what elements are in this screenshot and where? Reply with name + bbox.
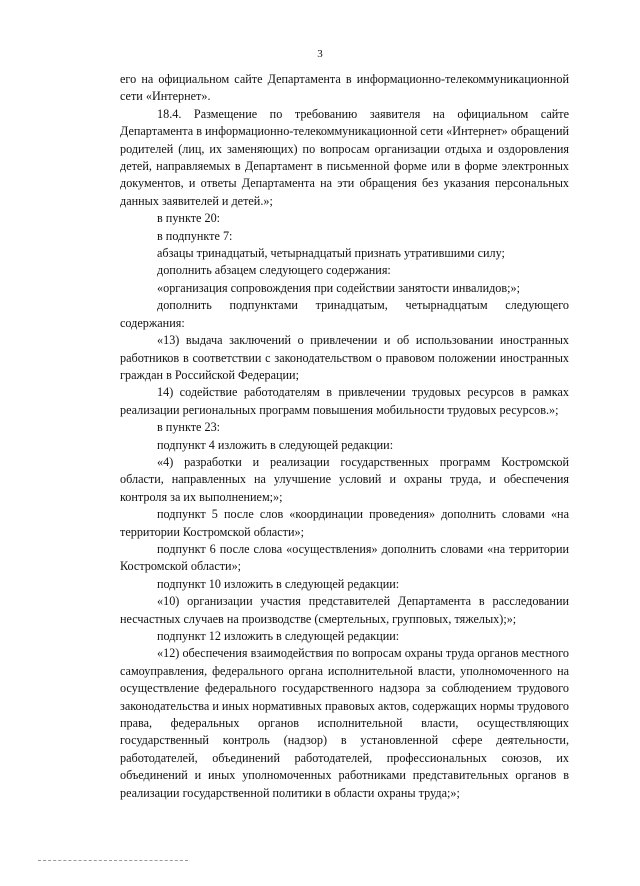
scan-artifact-line bbox=[38, 860, 188, 861]
paragraph: «организация сопровождения при содействии занятости инвалидов;»; bbox=[157, 280, 520, 295]
page-number: 3 bbox=[317, 48, 323, 60]
document-body bbox=[120, 71, 569, 802]
paragraph: дополнить подпунктами тринадцатым, четырнадцатым следующего содержания: bbox=[120, 298, 569, 330]
paragraph: в подпункте 7: bbox=[157, 228, 233, 243]
paragraph: «4) разработки и реализации государственных программ Костромской области, направленных на улучшение условий и охраны труда, и обеспечения контроля за их выполнением;»; bbox=[120, 454, 569, 504]
paragraph: 14) содействие работодателям в привлечении трудовых ресурсов в рамках реализации региональных программ повышения мобильности трудовых ресурсов.»; bbox=[120, 385, 569, 417]
paragraph: «13) выдача заключений о привлечении и об использовании иностранных работников в соответствии с законодательством о правовом положении иностранных граждан в Российской Федерации; bbox=[120, 333, 569, 382]
paragraph: абзацы тринадцатый, четырнадцатый признать утратившими силу; bbox=[157, 246, 505, 261]
paragraph: в пункте 20: bbox=[157, 211, 221, 226]
paragraph: 18.4. Размещение по требованию заявителя на официальном сайте Департамента в информационно-телекоммуникационной сети «Интернет» обращений родителей (лиц, их заменяющих) по вопросам организации отдыха и оздоровления детей, направляемых в Департамент в письменной форме или в форме электронных документов, и ответы Департамента на эти обращения без указания персональных данных заявителей и детей.»; bbox=[120, 106, 569, 208]
paragraph: подпункт 6 после слова «осуществления» дополнить словами «на территории Костромской области»; bbox=[120, 541, 569, 574]
paragraph: «10) организации участия представителей Департамента в расследовании несчастных случаев на производстве (смертельных, групповых, тяжелых);»; bbox=[120, 594, 569, 626]
paragraph: подпункт 10 изложить в следующей редакции: bbox=[157, 576, 400, 591]
paragraph: подпункт 4 изложить в следующей редакции: bbox=[157, 437, 394, 452]
paragraph: в пункте 23: bbox=[157, 420, 221, 435]
paragraph: подпункт 12 изложить в следующей редакции: bbox=[157, 629, 400, 643]
paragraph: «12) обеспечения взаимодействия по вопросам охраны труда органов местного самоуправления, федерального органа исполнительной власти, уполномоченного на осуществление федерального государственного надзора за соблюдением трудового законодательства и иных нормативных правовых актов, содержащих нормы трудового права, федеральных органов исполнительной власти, осуществляющих государственный контроль (надзор) в установленной сфере деятельности, работодателей, объединений работодателей, профессиональных союзов, их объединений и иных уполномоченных работниками представительных органов в реализации государственной политики в области охраны труда;»; bbox=[120, 646, 569, 800]
paragraph: его на официальном сайте Департамента в информационно-телекоммуникационной сети «Интернет». bbox=[120, 72, 569, 104]
paragraph: подпункт 5 после слов «координации проведения» дополнить словами «на территории Костромской области»; bbox=[120, 507, 569, 539]
paragraph: дополнить абзацем следующего содержания: bbox=[157, 263, 391, 278]
